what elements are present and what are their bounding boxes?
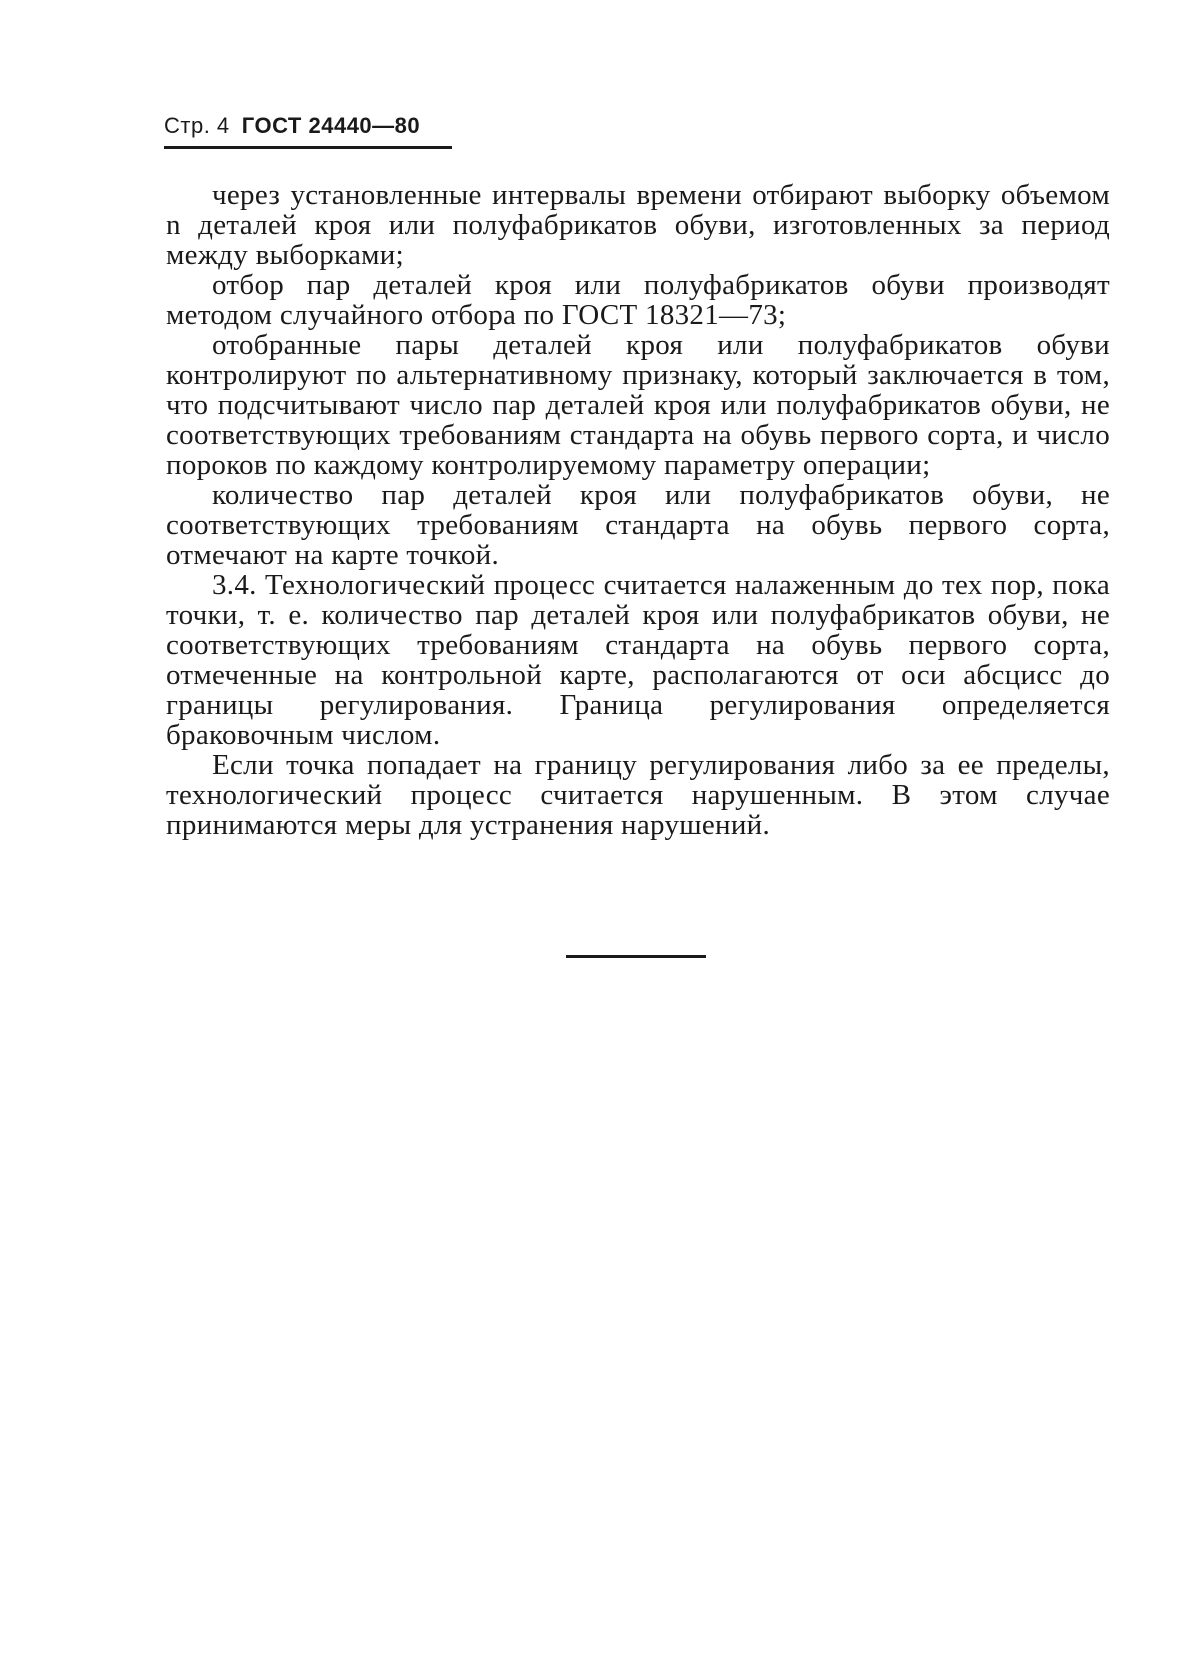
paragraph: отобранные пары деталей кроя или полуфабрикатов обуви контролируют по альтернативному признаку, который заключается в том, что подсчитывают число пар деталей кроя или полуфабрикатов обуви, не соответствующих требованиям стандарта на обувь первого сорта, и число пороков по каждому контролируемому параметру операции;: [166, 329, 1110, 481]
paragraph: количество пар деталей кроя или полуфабрикатов обуви, не соответствующих требованиям стандарта на обувь первого сорта, отмечают на карте точкой.: [166, 479, 1110, 571]
paragraph: отбор пар деталей кроя или полуфабрикатов обуви производят методом случайного отбора по ГОСТ 18321—73;: [166, 269, 1110, 331]
page-number: Стр. 4: [164, 113, 230, 138]
paragraph: через установленные интервалы времени отбирают выборку объемом n деталей кроя или полуфабрикатов обуви, изготовленных за период между выборками;: [166, 179, 1110, 271]
paragraph: Если точка попадает на границу регулирования либо за ее пределы, технологический процесс считается нарушенным. В этом случае принимаются меры для устранения нарушений.: [166, 749, 1110, 841]
paragraph-3-4: 3.4. Технологический процесс считается налаженным до тех пор, пока точки, т. е. количество пар деталей кроя или полуфабрикатов обуви, не соответствующих требованиям стандарта на обувь первого сорта, отмеченные на контрольной карте, располагаются от оси абсцисс до границы регулирования. Граница регулирования определяется браковочным числом.: [166, 569, 1110, 751]
body-text: [166, 180, 1110, 840]
closing-rule: [566, 955, 706, 958]
running-head: [164, 111, 420, 141]
header-rule: [164, 146, 452, 149]
standard-designation: ГОСТ 24440—80: [241, 113, 421, 138]
